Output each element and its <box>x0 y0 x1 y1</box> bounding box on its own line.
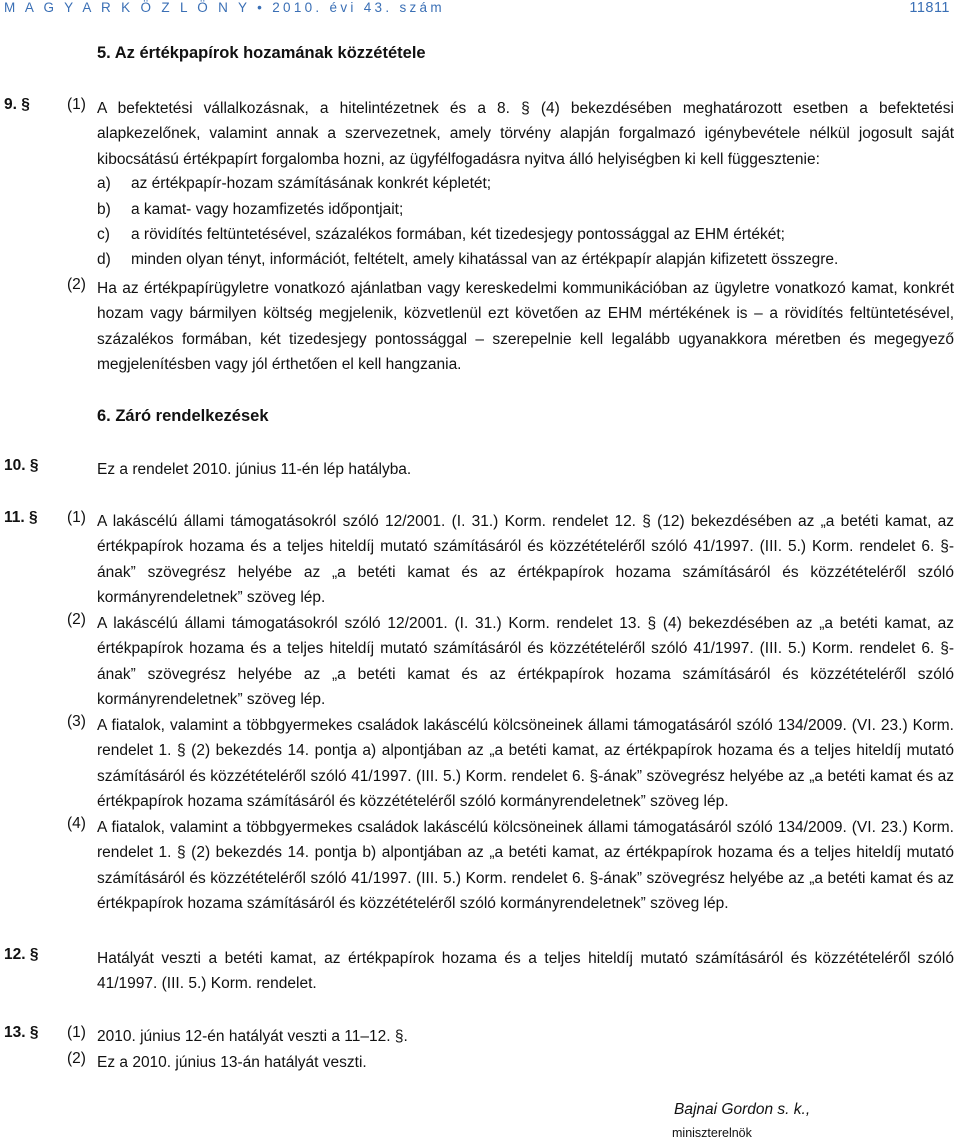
paragraph-9-number: 9. § <box>4 96 30 113</box>
paragraph-12-text: Hatályát veszti a betéti kamat, az értékpapírok hozama és a teljes hiteldíj mutató számításáról és közzétételéről szóló 41/1997. (III. 5.) Korm. rendelet. <box>97 950 954 993</box>
list-item-label: c) <box>97 226 110 243</box>
subsection-number: (2) <box>67 1050 86 1067</box>
subsection-number: (1) <box>67 1024 86 1041</box>
list-item-label: d) <box>97 251 111 268</box>
paragraph-9-1-text: A befektetési vállalkozásnak, a hitelintézetnek és a 8. § (4) bekezdésében meghatározott esetben a befektetési alapkezelőnek, valamint annak a szervezetnek, amely törvény alapján forgalmazó igénybevétele nélkül jogosult saját kibocsátású értékpapírt forgalomba hozni, az ügyfélfogadásra nyitva álló helyiségben ki kell függesztenie: <box>97 100 954 168</box>
subsection-number: (1) <box>67 96 86 113</box>
list-item-text: a rövidítés feltüntetésével, százalékos formában, két tizedesjegy pontossággal az EHM értékét; <box>131 226 785 243</box>
list-item-text: az értékpapír-hozam számításának konkrét képletét; <box>131 175 492 192</box>
paragraph-13-number: 13. § <box>4 1024 39 1041</box>
paragraph-10-number: 10. § <box>4 457 39 474</box>
signature-name: Bajnai Gordon s. k., <box>674 1101 811 1118</box>
list-item-text: minden olyan tényt, információt, feltételt, amely kihatással van az értékpapír alapján kifizetett összegre. <box>131 251 839 268</box>
subsection-number: (2) <box>67 276 86 293</box>
subsection-number: (1) <box>67 509 86 526</box>
paragraph-10-text: Ez a rendelet 2010. június 11-én lép hatályba. <box>97 461 412 478</box>
paragraph-11-3-text: A fiatalok, valamint a többgyermekes családok lakáscélú kölcsöneinek állami támogatásáról szóló 134/2009. (VI. 23.) Korm. rendelet 1. § (2) bekezdés 14. pontja a) alpontjában az „a betéti kamat, az értékpapírok hozama és a teljes hiteldíj mutató számításáról és közzétételéről szóló 41/1997. (III. 5.) Korm. rendelet 6. §-ának” szövegrész helyébe az „a betéti kamat és az értékpapírok hozama számításáról és közzétételéről szóló kormányrendeletnek” szöveg lép. <box>97 717 954 810</box>
paragraph-11-number: 11. § <box>4 509 38 526</box>
list-item-label: b) <box>97 201 111 218</box>
paragraph-11-1-text: A lakáscélú állami támogatásokról szóló 12/2001. (I. 31.) Korm. rendelet 12. § (12) bekezdésében az „a betéti kamat, az értékpapírok hozama és a teljes hiteldíj mutató számításáról és közzétételéről szóló 41/1997. (III. 5.) Korm. rendelet 6. §-ának” szövegrész helyébe az „a betéti kamat és az értékpapírok hozama számításáról és közzétételéről szóló kormányrendeletnek” szöveg lép. <box>97 513 954 606</box>
subsection-number: (2) <box>67 611 86 628</box>
subsection-number: (4) <box>67 815 86 832</box>
section-title-5: 5. Az értékpapírok hozamának közzététele <box>97 44 426 62</box>
paragraph-13-2-text: Ez a 2010. június 13-án hatályát veszti. <box>97 1054 367 1071</box>
paragraph-9-2-text: Ha az értékpapírügyletre vonatkozó ajánlatban vagy kereskedelmi kommunikációban az ügyletre vonatkozó kamat, konkrét hozam vagy bármilyen költség megjelenik, közvetlenül ezt követően az EHM mértékének is – a rövidítés feltüntetésével, százalékos formában, két tizedesjegy pontossággal – szerepelnie kell legalább ugyanakkora méretben és megegyező megjelenítésben vagy jól érthetően el kell hangzania. <box>97 280 954 373</box>
paragraph-13-1-text: 2010. június 12-én hatályát veszti a 11–12. §. <box>97 1028 408 1045</box>
signature-title: miniszterelnök <box>672 1126 752 1140</box>
paragraph-11-2-text: A lakáscélú állami támogatásokról szóló 12/2001. (I. 31.) Korm. rendelet 13. § (4) bekezdésében az „a betéti kamat, az értékpapírok hozama és a teljes hiteldíj mutató számításáról és közzétételéről szóló 41/1997. (III. 5.) Korm. rendelet 6. §-ának” szövegrész helyébe az „a betéti kamat és az értékpapírok hozama számításáról és közzétételéről szóló kormányrendeletnek” szöveg lép. <box>97 615 954 708</box>
section-title-6: 6. Záró rendelkezések <box>97 407 269 425</box>
paragraph-11-4-text: A fiatalok, valamint a többgyermekes családok lakáscélú kölcsöneinek állami támogatásáról szóló 134/2009. (VI. 23.) Korm. rendelet 1. § (2) bekezdés 14. pontja b) alpontjában az „a betéti kamat, az értékpapírok hozama és a teljes hiteldíj mutató számításáról és közzétételéről szóló 41/1997. (III. 5.) Korm. rendelet 6. §-ának” szövegrész helyébe az „a betéti kamat és az értékpapírok hozama számításáról és közzétételéről szóló kormányrendeletnek” szöveg lép. <box>97 819 954 912</box>
journal-header: M A G Y A R K Ö Z L Ö N Y • 2010. évi 43. szám <box>4 0 445 15</box>
page-number: 11811 <box>909 0 950 16</box>
subsection-number: (3) <box>67 713 86 730</box>
list-item-label: a) <box>97 175 111 192</box>
list-item-text: a kamat- vagy hozamfizetés időpontjait; <box>131 201 404 218</box>
paragraph-12-number: 12. § <box>4 946 39 963</box>
